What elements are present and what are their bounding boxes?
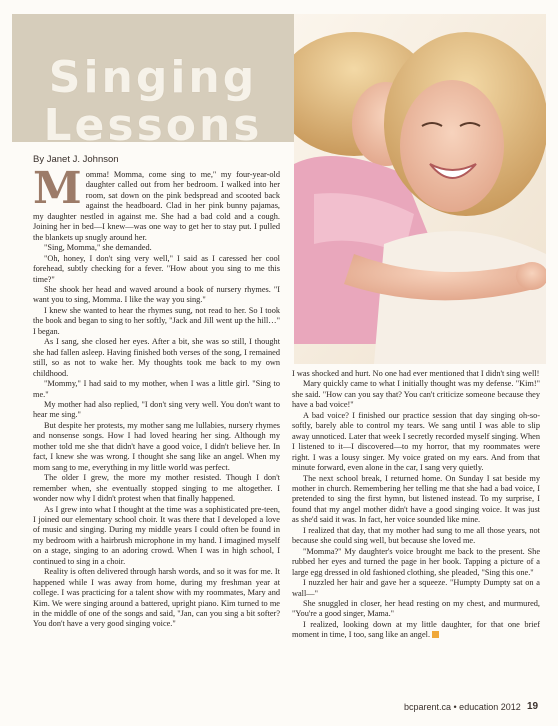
article-column-left [33,163,280,630]
photo-illustration [294,14,546,364]
paragraph: The older I grew, the more my mother resisted. Though I don't remember when, she eventually stopped singing to me altogether. I wonder now why I didn't protest when that finally happened. [33,473,280,504]
title-panel [12,14,294,151]
paragraph: I was shocked and hurt. No one had ever mentioned that I didn't sing well! [292,369,540,378]
title-line-1: Singing [48,52,258,103]
paragraph: But despite her protests, my mother sang me lullabies, nursery rhymes and nonsense songs. How I had loved hearing her sing. Although my mother told me she that didn't have a good voice, I didn't believe her. In fact, I knew she was wrong. I thought she sang like an angel. When my mom sang to me, everything in my little world was perfect. [33,420,280,472]
article-column-right [292,369,540,641]
byline: By Janet J. Johnson [33,154,119,165]
paragraph: Mary quickly came to what I initially thought was my defense. "Kim!" she said. "How can you say that? You can't criticize someone because they have a bad voice!" [292,379,540,410]
paragraph: I realized that day, that my mother had sung to me all those years, not because she could sing well, but because she loved me. [292,525,540,546]
paragraph: As I sang, she closed her eyes. After a bit, she was so still, I thought she had fallen asleep. Having finished both verses of the song, I remained still, so as not to wake her. My thoughts took me back to my own childhood. [33,337,280,378]
paragraph-final-text: I realized, looking down at my little daughter, for that one brief moment in time, I too, sang like an angel. [292,619,540,640]
paragraph: My mother had also replied, "I don't sing very well. You don't want to hear me sing." [33,399,280,420]
end-mark-icon [432,631,439,638]
paragraph: "Oh, honey, I don't sing very well," I said as I caressed her cool forehead, subtly checking for a fever. "How about you sing to me this time?" [33,253,280,284]
paragraph-final [292,620,540,641]
mother-face [400,80,504,212]
paragraph: "Sing, Momma," she demanded. [44,243,152,253]
paragraph: I nuzzled her hair and gave her a squeeze. "Humpty Dumpty sat on a wall—" [292,578,540,598]
paragraph: Reality is often delivered through harsh words, and so it was for me. It happened while I was away from home, during my freshman year at college. I was practicing for a talent show with my roommates, Mary and Kim. We were singing around a battered, upright piano. Kim turned to me in the middle of one of the songs and said, "Jan, can you sing a bit softer? You don't have a very good singing voice." [33,567,280,629]
title-line-2: Lessons [43,100,263,151]
paragraph: As I grew into what I thought at the time was a sophisticated pre-teen, I joined our elementary school choir. It was there that I developed a love of music and singing. During my middle years I could often be found in my bedroom with a hairbrush microphone in my hand. I imagined myself on a stage, singing to an adoring crowd. When I was in high school, I continued to sing in a choir. [33,504,280,566]
mother-daughter-photo [294,14,546,364]
paragraph: I knew she wanted to hear the rhymes sung, not read to her. So I took the book and began to sing to her softly, "Jack and Jill went up the hill…" I began. [33,305,280,336]
paragraph: "Mommy," I had said to my mother, when I was a little girl. "Sing to me." [33,379,280,399]
paragraph: She shook her head and waved around a book of nursery rhymes. "I want you to sing, Momma. I like the way you sing." [33,284,280,305]
footer-site: bcparent.ca • education 2012 [404,702,521,712]
paragraph: She snuggled in closer, her head resting on my chest, and murmured, "You're a good singer, Mama." [292,598,540,619]
page-number: 19 [527,701,539,712]
paragraph: omma! Momma, come sing to me," my four-year-old daughter called out from her bedroom. I walked into her room, sat down on the pink bedspread and scooted back against the headboard. Clad in her pink bunny pajamas, my daughter nestled in against me. She had a bad cold and a cough. Joining her in bed—I knew—was one way to get her to stay put. I pulled the blankets up snugly around her. [33,170,280,242]
drop-cap: M [33,163,82,214]
paragraph: "Momma?" My daughter's voice brought me back to the present. She rubbed her eyes and turned the page in her book. Tapping a picture of a large egg dressed in old fashioned clothing, she pleaded, "Sing this one." [292,546,540,577]
paragraph: The next school break, I returned home. On Sunday I sat beside my mother in church. Remembering her telling me that she had a bad voice, I pretended to sing the first hymn, but listened instead. To my surprise, I found that my angel mother didn't have a good singing voice. It was just as she'd said it was. In fact, her voice sounded like mine. [292,473,540,525]
paragraph: A bad voice? I finished our practice session that day singing oh-so-softly, barely able to control my tears. We sang until I was able to slip away unnoticed. Later that week I secretly recorded myself singing. When I listened to it—I discovered—to my horror, that my roommates were right. I was a lousy singer. My voice grated on my ears. And from that minute forward, even alone in the car, I sang very quietly. [292,410,540,473]
